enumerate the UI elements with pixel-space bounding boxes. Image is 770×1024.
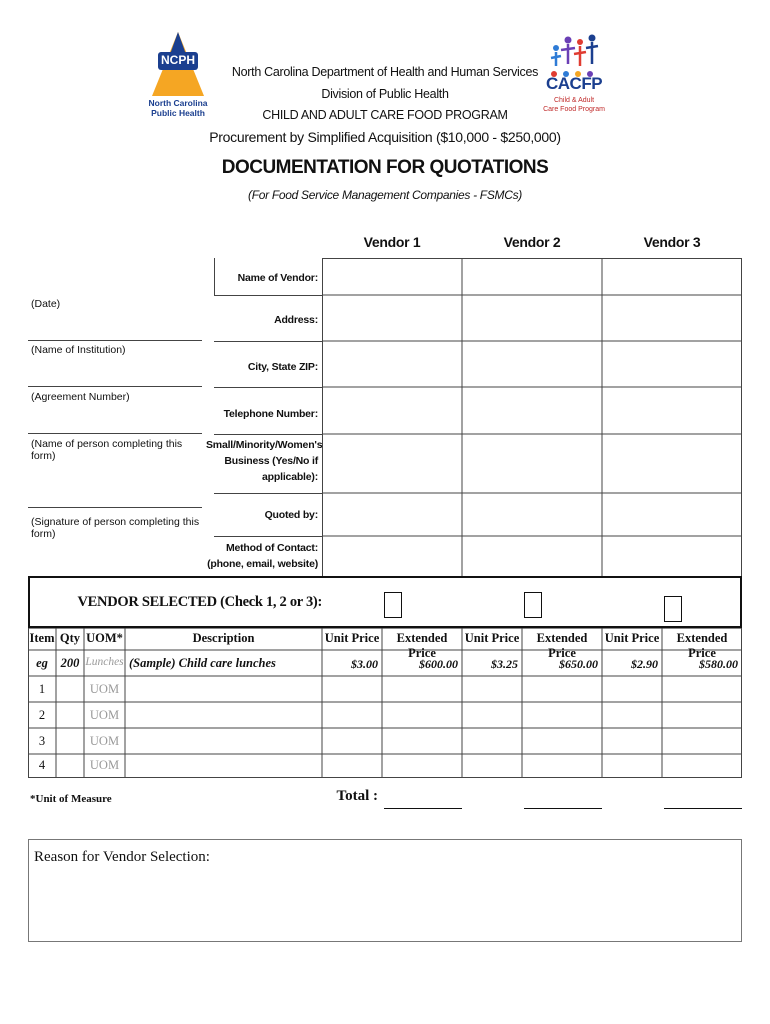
vendor-1-checkbox[interactable] (384, 592, 402, 618)
person-name-label: (Name of person completing this form) (31, 438, 183, 462)
cacfp-subtext: Child & Adult Care Food Program (543, 97, 605, 113)
page-subtitle: (For Food Service Management Companies - FSMCs) (248, 188, 522, 202)
row-4-item: 4 (38, 758, 46, 772)
vendor-3-heading: Vendor 3 (643, 234, 701, 250)
vendor-info-grid (322, 258, 742, 578)
vendor-2-checkbox[interactable] (524, 592, 542, 618)
example-v1-extended-price: $600.00 (419, 657, 458, 671)
label-divider (214, 434, 322, 435)
col-header-v2-extended-price: Extended Price (536, 631, 588, 660)
vendor-1-name-field[interactable] (323, 259, 461, 295)
col-header-v3-unit-price: Unit Price (604, 631, 660, 645)
header-line-procurement: Procurement by Simplified Acquisition ($10,000 - $250,000) (209, 128, 561, 145)
header-line-department: North Carolina Department of Health and Human Services (231, 65, 539, 79)
col-header-v1-extended-price: Extended Price (396, 631, 448, 660)
vendor-3-name-field[interactable] (603, 259, 741, 295)
vendor-2-heading: Vendor 2 (503, 234, 561, 250)
col-header-v1-unit-price: Unit Price (324, 631, 380, 645)
vendor-selected-label: VENDOR SELECTED (Check 1, 2 or 3): (77, 594, 322, 610)
vendor-2-name-field[interactable] (463, 259, 601, 295)
label-telephone: Telephone Number: (223, 408, 318, 420)
total-label: Total : (336, 788, 378, 804)
header-block (200, 62, 570, 148)
example-item: eg (36, 656, 48, 670)
institution-field-label: (Name of Institution) (31, 344, 126, 356)
institution-field[interactable] (28, 344, 202, 387)
reason-for-selection-label: Reason for Vendor Selection: (34, 849, 210, 865)
row-1-item: 1 (38, 682, 46, 696)
ncph-name: North Carolina Public Health (148, 98, 208, 118)
row-3-item: 3 (38, 734, 46, 748)
label-divider (214, 536, 322, 537)
signature-label: (Signature of person completing this form) (31, 516, 200, 540)
col-header-item: Item (29, 631, 55, 645)
label-name-of-vendor: Name of Vendor: (237, 272, 318, 284)
example-description: (Sample) Child care lunches (129, 656, 276, 670)
header-line-division: Division of Public Health (321, 86, 449, 101)
label-divider (214, 258, 215, 295)
example-v3-unit-price: $2.90 (631, 657, 658, 671)
agreement-number-label: (Agreement Number) (31, 391, 130, 403)
label-divider (214, 295, 322, 296)
date-field-label: (Date) (31, 298, 61, 310)
label-address: Address: (274, 314, 318, 326)
row-2-item: 2 (38, 708, 46, 722)
uom-footnote: *Unit of Measure (30, 793, 112, 805)
row-1-uom[interactable]: UOM (89, 682, 120, 696)
row-4-uom[interactable]: UOM (89, 758, 120, 772)
agreement-number-field[interactable] (28, 391, 202, 434)
row-3-uom[interactable]: UOM (89, 734, 120, 748)
label-divider (214, 387, 322, 388)
col-header-description: Description (192, 631, 255, 645)
vendor-3-checkbox[interactable] (664, 596, 682, 622)
page-title: DOCUMENTATION FOR QUOTATIONS (221, 157, 549, 178)
items-table (28, 628, 742, 778)
reason-for-selection-box[interactable] (28, 839, 742, 942)
col-header-v3-extended-price: Extended Price (676, 631, 728, 660)
example-qty: 200 (60, 656, 80, 670)
label-quoted-by: Quoted by: (264, 509, 318, 521)
label-city-state-zip: City, State ZIP: (247, 361, 318, 373)
vendor-1-total-line[interactable] (384, 808, 462, 809)
person-name-field[interactable] (28, 438, 202, 508)
vendor-3-total-line[interactable] (664, 808, 742, 809)
label-divider (214, 493, 322, 494)
vendor-info-grid-lines (322, 258, 742, 578)
cacfp-mark: CACFP (546, 74, 603, 93)
row-2-uom[interactable]: UOM (89, 708, 120, 722)
example-v2-extended-price: $650.00 (559, 657, 598, 671)
vendor-1-heading: Vendor 1 (363, 234, 421, 250)
ncph-logo (150, 30, 206, 122)
label-method-of-contact: Method of Contact: (phone, email, website) (207, 542, 318, 570)
vendor-2-total-line[interactable] (524, 808, 602, 809)
label-business-type: Small/Minority/Women's Business (Yes/No if applicable): (206, 439, 323, 483)
signature-field[interactable] (28, 516, 202, 540)
ncph-mark: NCPH (160, 53, 195, 67)
label-divider (214, 341, 322, 342)
col-header-v2-unit-price: Unit Price (464, 631, 520, 645)
example-uom: Lunches (85, 656, 124, 668)
header-line-program: CHILD AND ADULT CARE FOOD PROGRAM (262, 108, 508, 122)
col-header-qty: Qty (59, 631, 81, 645)
date-field[interactable] (28, 298, 202, 341)
example-v2-unit-price: $3.25 (491, 657, 518, 671)
example-v3-extended-price: $580.00 (699, 657, 738, 671)
col-header-uom: UOM* (86, 631, 123, 645)
example-v1-unit-price: $3.00 (351, 657, 378, 671)
